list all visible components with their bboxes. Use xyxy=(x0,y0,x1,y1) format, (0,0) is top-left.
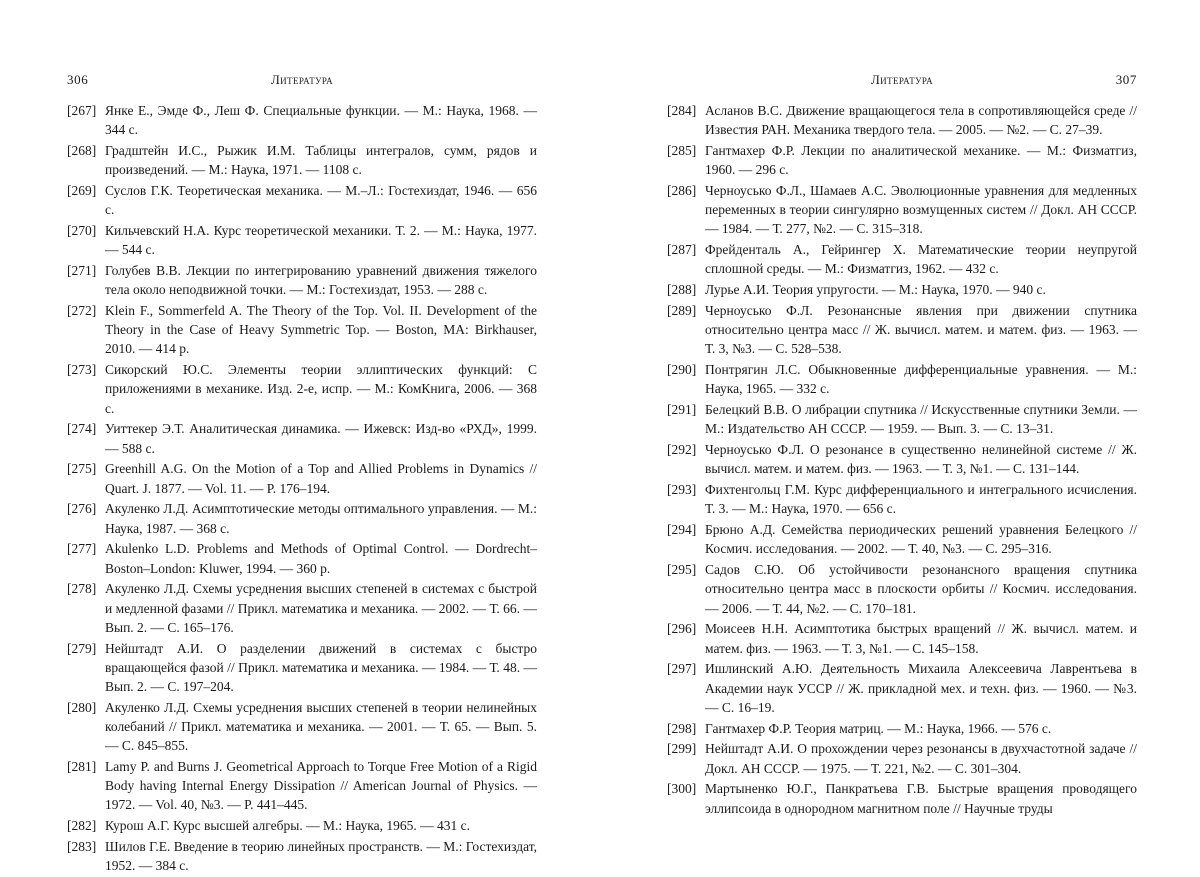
page-number: 306 xyxy=(67,72,89,87)
reference-number: [285] xyxy=(667,143,697,158)
reference-item xyxy=(667,440,1137,478)
reference-number: [283] xyxy=(67,839,97,855)
reference-text: Акуленко Л.Д. Асимптотические методы оптимального управления. — М.: Наука, 1987. — 368 с. xyxy=(105,501,537,536)
reference-list xyxy=(667,101,1137,819)
reference-number: [295] xyxy=(667,562,697,578)
reference-number: [276] xyxy=(67,501,97,517)
reference-item xyxy=(667,101,1137,139)
reference-number: [288] xyxy=(667,282,697,298)
reference-number: [292] xyxy=(667,442,697,458)
reference-number: [271] xyxy=(67,263,97,278)
reference-number: [275] xyxy=(67,461,97,477)
reference-number: [291] xyxy=(667,402,697,418)
reference-item xyxy=(667,719,1137,738)
reference-number: [267] xyxy=(67,103,97,118)
reference-item xyxy=(667,779,1137,817)
reference-item xyxy=(667,619,1137,657)
reference-text: Гантмахер Ф.Р. Теория матриц. — М.: Наука, 1966. — 576 с. xyxy=(705,720,1052,736)
reference-text: Ишлинский А.Ю. Деятельность Михаила Алексеевича Лаврентьева в Академии наук УССР // Ж. прикладной мех. и техн. физ. — 1960. — №3. — С. 16–19. xyxy=(705,661,1137,715)
reference-item xyxy=(667,141,1137,179)
reference-text: Лурье А.И. Теория упругости. — М.: Наука, 1970. — 940 с. xyxy=(705,282,1046,298)
left-page-header xyxy=(67,72,537,90)
reference-text: Кильчевский Н.А. Курс теоретической механики. Т. 2. — М.: Наука, 1977. — 544 с. xyxy=(105,223,537,258)
reference-number: [279] xyxy=(67,640,97,656)
reference-item xyxy=(67,221,537,259)
reference-text: Черноусько Ф.Л. Резонансные явления при движении спутника относительно центра масс // Ж. вычисл. матем. и матем. физ. — 1963. — Т. 3, №3. — С. 528–538. xyxy=(705,303,1137,357)
reference-text: Гантмахер Ф.Р. Лекции по аналитической механике. — М.: Физматгиз, 1960. — 296 с. xyxy=(705,143,1137,178)
reference-text: Черноусько Ф.Л., Шамаев А.С. Эволюционные уравнения для медленных переменных в теории сингулярно возмущенных систем // Докл. АН СССР. — 1984. — Т. 277, №2. — С. 315–318. xyxy=(705,183,1137,237)
reference-number: [297] xyxy=(667,661,697,677)
reference-text: Сикорский Ю.С. Элементы теории эллиптических функций: С приложениями в механике. Изд. 2-е, испр. — М.: КомКнига, 2006. — 368 с. xyxy=(105,362,537,416)
reference-text: Greenhill A.G. On the Motion of a Top and Allied Problems in Dynamics // Quart. J. 1877. — Vol. 11. — P. 176–194. xyxy=(105,461,537,496)
reference-item xyxy=(67,499,537,537)
reference-text: Черноусько Ф.Л. О резонансе в существенно нелинейной системе // Ж. вычисл. матем. и матем. физ. — 1963. — Т. 3, №1. — С. 131–144. xyxy=(705,442,1137,477)
reference-item xyxy=(667,301,1137,359)
reference-item xyxy=(67,301,537,359)
reference-item xyxy=(67,539,537,577)
reference-text: Мартыненко Ю.Г., Панкратьева Г.В. Быстрые вращения проводящего эллипсоида в однородном магнитном поле // Научные труды xyxy=(705,781,1137,816)
reference-text: Акуленко Л.Д. Схемы усреднения высших степеней в теории нелинейных колебаний // Прикл. математика и механика. — 2001. — Т. 65. — Вып. 5. — С. 845–855. xyxy=(105,699,537,754)
reference-item xyxy=(667,560,1137,618)
page-number: 307 xyxy=(1115,72,1137,87)
reference-number: [278] xyxy=(67,581,97,597)
reference-item xyxy=(67,459,537,497)
reference-text: Курош А.Г. Курс высшей алгебры. — М.: Наука, 1965. — 431 с. xyxy=(105,818,470,834)
reference-number: [273] xyxy=(67,362,97,378)
reference-number: [298] xyxy=(667,720,697,736)
reference-number: [294] xyxy=(667,522,697,538)
reference-text: Акуленко Л.Д. Схемы усреднения высших степеней в системах с быстрой и медленной фазами // Прикл. математика и механика. — 2002. — Т. 66. — Вып. 2. — С. 165–176. xyxy=(105,581,537,635)
reference-text: Akulenko L.D. Problems and Methods of Optimal Control. — Dordrecht–Boston–London: Kluwer, 1994. — 360 p. xyxy=(105,541,537,576)
reference-text: Понтрягин Л.С. Обыкновенные дифференциальные уравнения. — М.: Наука, 1965. — 332 с. xyxy=(705,362,1137,397)
reference-number: [289] xyxy=(667,303,697,318)
reference-number: [290] xyxy=(667,362,697,378)
reference-item xyxy=(67,816,537,835)
running-head: Литература xyxy=(870,72,934,87)
reference-number: [269] xyxy=(67,183,97,198)
reference-text: Градштейн И.С., Рыжик И.М. Таблицы интегралов, сумм, рядов и произведений. — М.: Наука, 1971. — 1108 с. xyxy=(105,143,537,178)
reference-item xyxy=(67,579,537,637)
reference-number: [284] xyxy=(667,103,697,118)
reference-text: Нейштадт А.И. О прохождении через резонансы в двухчастотной задаче // Докл. АН СССР. — 1975. — Т. 221, №2. — С. 301–304. xyxy=(705,741,1137,776)
reference-number: [286] xyxy=(667,183,697,198)
reference-item xyxy=(67,837,537,875)
reference-text: Lamy P. and Burns J. Geometrical Approach to Torque Free Motion of a Rigid Body having Internal Energy Dissipation // American Journal of Physics. — 1972. — Vol. 40, №3. — P. 441–445. xyxy=(105,759,537,813)
reference-number: [277] xyxy=(67,541,97,557)
reference-item xyxy=(67,419,537,457)
reference-text: Голубев В.В. Лекции по интегрированию уравнений движения тяжелого тела около неподвижной точки. — М.: Гостехиздат, 1953. — 288 с. xyxy=(105,263,537,298)
reference-item xyxy=(667,400,1137,438)
reference-number: [300] xyxy=(667,781,697,797)
reference-item xyxy=(67,698,537,756)
reference-text: Брюно А.Д. Семейства периодических решений уравнения Белецкого // Космич. исследования. — 2002. — Т. 40, №3. — С. 295–316. xyxy=(705,522,1137,557)
reference-text: Моисеев Н.Н. Асимптотика быстрых вращений // Ж. вычисл. матем. и матем. физ. — 1963. — Т. 3, №1. — С. 145–158. xyxy=(705,621,1137,656)
reference-number: [299] xyxy=(667,741,697,757)
right-page-header xyxy=(667,72,1137,90)
reference-text: Садов С.Ю. Об устойчивости резонансного вращения спутника относительно центра масс в плоскости орбиты // Космич. исследования. — 2006. — Т. 44, №2. — С. 170–181. xyxy=(705,562,1137,616)
reference-number: [296] xyxy=(667,621,697,637)
reference-item xyxy=(667,520,1137,558)
reference-number: [272] xyxy=(67,303,97,318)
reference-text: Белецкий В.В. О либрации спутника // Искусственные спутники Земли. — М.: Издательство АН СССР. — 1959. — Вып. 3. — С. 13–31. xyxy=(705,402,1137,437)
reference-text: Нейштадт А.И. О разделении движений в системах с быстро вращающейся фазой // Прикл. математика и механика. — 1984. — Т. 48. — Вып. 2. — С. 197–204. xyxy=(105,640,537,695)
reference-item xyxy=(667,739,1137,777)
reference-item xyxy=(667,181,1137,239)
reference-item xyxy=(67,101,537,139)
reference-text: Шилов Г.Е. Введение в теорию линейных пространств. — М.: Гостехиздат, 1952. — 384 с. xyxy=(105,839,537,874)
reference-number: [280] xyxy=(67,699,97,715)
reference-item xyxy=(667,280,1137,299)
reference-item xyxy=(667,480,1137,518)
running-head: Литература xyxy=(270,72,334,87)
reference-text: Янке Е., Эмде Ф., Леш Ф. Специальные функции. — М.: Наука, 1968. — 344 с. xyxy=(105,103,537,138)
reference-number: [293] xyxy=(667,482,697,498)
reference-item xyxy=(667,240,1137,278)
reference-item xyxy=(67,141,537,179)
reference-list xyxy=(67,101,537,877)
reference-number: [281] xyxy=(67,759,97,775)
reference-item xyxy=(67,181,537,219)
reference-text: Klein F., Sommerfeld A. The Theory of the Top. Vol. II. Development of the Theory in the Case of Heavy Symmetric Top. — Boston, MA: Birkhauser, 2010. — 414 p. xyxy=(105,303,537,357)
reference-text: Фихтенгольц Г.М. Курс дифференциального и интегрального исчисления. Т. 3. — М.: Наука, 1970. — 656 с. xyxy=(705,482,1137,517)
reference-item xyxy=(667,360,1137,398)
reference-number: [268] xyxy=(67,143,97,158)
reference-item xyxy=(67,360,537,418)
reference-item xyxy=(667,659,1137,717)
reference-item xyxy=(67,639,537,697)
reference-item xyxy=(67,261,537,299)
reference-text: Суслов Г.К. Теоретическая механика. — М.–Л.: Гостехиздат, 1946. — 656 с. xyxy=(105,183,537,218)
reference-number: [270] xyxy=(67,223,97,238)
reference-item xyxy=(67,757,537,815)
reference-number: [282] xyxy=(67,818,97,834)
reference-text: Уиттекер Э.Т. Аналитическая динамика. — Ижевск: Изд-во «РХД», 1999. — 588 с. xyxy=(105,421,537,456)
reference-number: [274] xyxy=(67,421,97,437)
reference-text: Асланов В.С. Движение вращающегося тела в сопротивляющейся среде // Известия РАН. Механика твердого тела. — 2005. — №2. — С. 27–39. xyxy=(705,103,1137,138)
reference-text: Фрейденталь А., Гейрингер Х. Математические теории неупругой сплошной среды. — М.: Физматгиз, 1962. — 432 с. xyxy=(705,242,1137,277)
reference-number: [287] xyxy=(667,242,697,258)
